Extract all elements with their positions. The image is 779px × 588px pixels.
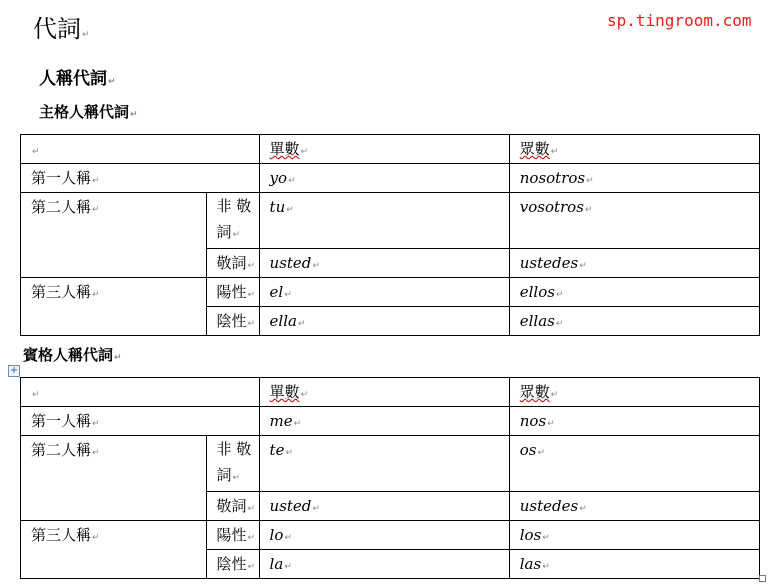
table-row — [21, 164, 760, 193]
formal-plural-cell[interactable]: ustedes↵ — [509, 492, 759, 521]
table-header-row — [21, 135, 760, 164]
masculine-plural-cell[interactable]: ellos↵ — [509, 278, 759, 307]
feminine-plural-cell[interactable]: las↵ — [509, 550, 759, 579]
feminine-plural-cell[interactable]: ellas↵ — [509, 307, 759, 336]
table-row — [21, 193, 760, 249]
table-row — [21, 278, 760, 307]
feminine-label[interactable]: 陰性↵ — [206, 550, 259, 579]
singular-header[interactable]: 單數↵ — [259, 135, 509, 164]
formal-plural-cell[interactable]: ustedes↵ — [509, 249, 759, 278]
watermark: sp.tingroom.com — [607, 11, 752, 30]
nominative-heading: 主格人稱代詞↵ — [39, 103, 138, 121]
table-row — [21, 436, 760, 492]
informal-plural-cell[interactable]: os↵ — [509, 436, 759, 492]
document-title: 代詞↵ — [33, 15, 90, 43]
table-row — [21, 521, 760, 550]
second-person-label[interactable]: 第二人稱↵ — [21, 436, 207, 521]
informal-singular-cell[interactable]: te↵ — [259, 436, 509, 492]
table-header-row — [21, 378, 760, 407]
table-resize-handle-icon[interactable] — [759, 575, 766, 582]
masculine-plural-cell[interactable]: los↵ — [509, 521, 759, 550]
feminine-singular-cell[interactable]: la↵ — [259, 550, 509, 579]
formal-label[interactable]: 敬詞↵ — [206, 249, 259, 278]
plural-header[interactable]: 眾數↵ — [509, 135, 759, 164]
first-plural-cell[interactable]: nos↵ — [509, 407, 759, 436]
nominative-table — [20, 134, 760, 336]
section-heading: 人稱代詞↵ — [39, 69, 116, 89]
masculine-label[interactable]: 陽性↵ — [206, 521, 259, 550]
informal-label[interactable]: 非 敬 詞↵ — [206, 436, 259, 492]
accusative-table — [20, 377, 760, 579]
first-person-label[interactable]: 第一人稱↵ — [21, 164, 260, 193]
table-row — [21, 407, 760, 436]
first-person-label[interactable]: 第一人稱↵ — [21, 407, 260, 436]
formal-singular-cell[interactable]: usted↵ — [259, 492, 509, 521]
singular-header[interactable]: 單數↵ — [259, 378, 509, 407]
first-singular-cell[interactable]: yo↵ — [259, 164, 509, 193]
informal-label[interactable]: 非 敬 詞↵ — [206, 193, 259, 249]
plural-header[interactable]: 眾數↵ — [509, 378, 759, 407]
first-plural-cell[interactable]: nosotros↵ — [509, 164, 759, 193]
informal-singular-cell[interactable]: tu↵ — [259, 193, 509, 249]
formal-label[interactable]: 敬詞↵ — [206, 492, 259, 521]
third-person-label[interactable]: 第三人稱↵ — [21, 521, 207, 579]
masculine-singular-cell[interactable]: lo↵ — [259, 521, 509, 550]
accusative-heading: 賓格人稱代詞↵ — [23, 346, 122, 364]
header-corner-cell[interactable]: ↵ — [21, 135, 260, 164]
masculine-label[interactable]: 陽性↵ — [206, 278, 259, 307]
informal-plural-cell[interactable]: vosotros↵ — [509, 193, 759, 249]
header-corner-cell[interactable]: ↵ — [21, 378, 260, 407]
second-person-label[interactable]: 第二人稱↵ — [21, 193, 207, 278]
feminine-singular-cell[interactable]: ella↵ — [259, 307, 509, 336]
third-person-label[interactable]: 第三人稱↵ — [21, 278, 207, 336]
formal-singular-cell[interactable]: usted↵ — [259, 249, 509, 278]
table-move-handle-icon[interactable]: + — [9, 365, 19, 376]
first-singular-cell[interactable]: me↵ — [259, 407, 509, 436]
masculine-singular-cell[interactable]: el↵ — [259, 278, 509, 307]
feminine-label[interactable]: 陰性↵ — [206, 307, 259, 336]
